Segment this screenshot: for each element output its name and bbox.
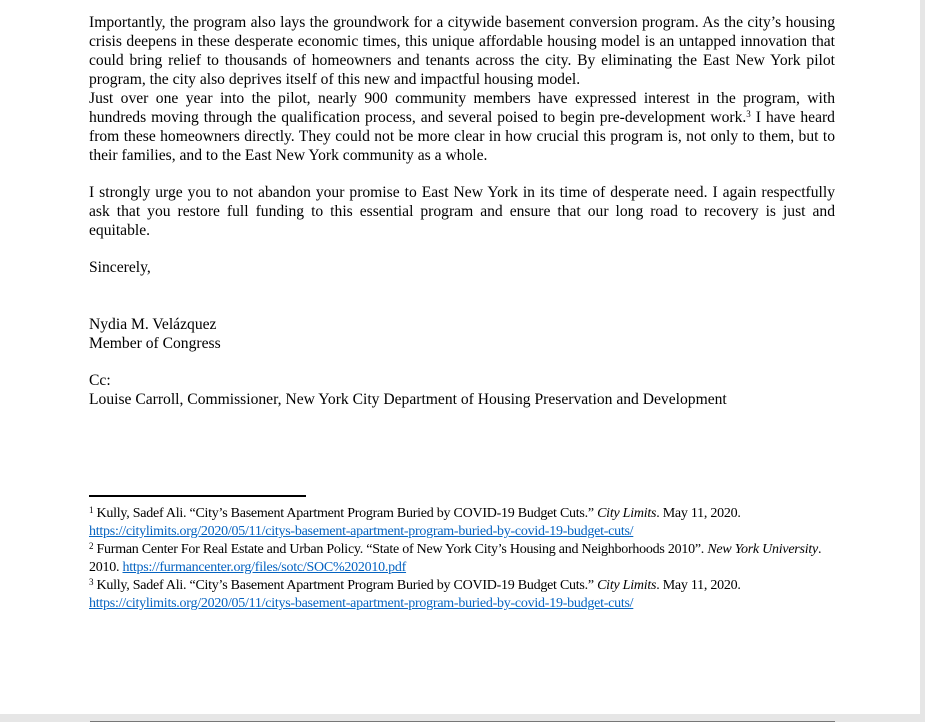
page-gutter-right — [920, 0, 925, 722]
paragraph-pilot-progress — [89, 89, 835, 165]
signer-title: Member of Congress — [89, 335, 221, 352]
footnote-link[interactable]: https://citylimits.org/2020/05/11/citys-basement-apartment-program-buried-by-covid-19-budget-cuts/ — [89, 524, 634, 539]
footnotes — [89, 505, 837, 613]
letter-body — [89, 13, 835, 409]
footnote-publication: City Limits — [597, 506, 657, 521]
footnote-number: 2 — [89, 541, 94, 551]
footnote-separator — [89, 495, 306, 497]
footnote-number: 3 — [89, 577, 94, 587]
footnote-date: . May 11, 2020. — [656, 578, 741, 593]
closing-salutation: Sincerely, — [89, 259, 151, 276]
footnote-1 — [89, 505, 837, 541]
spacer — [89, 165, 835, 183]
footnote-date: . 2010. — [89, 542, 822, 575]
paragraph-pilot-text-b: I have heard from these homeowners directly. They could not be more clear in how crucial this program is, not only to them, but to their families, and to the East New York community as a whole. — [89, 109, 835, 164]
paragraph-basement-program: Importantly, the program also lays the groundwork for a citywide basement conversion program. As the city’s housing crisis deepens in these desperate economic times, this unique affordable housing model is an untapped innovation that could bring relief to thousands of homeowners and tenants across the city. By eliminating the East New York pilot program, the city also deprives itself of this new and impactful housing model. — [89, 14, 835, 88]
spacer — [89, 240, 835, 258]
footnote-ref-3[interactable]: 3 — [746, 109, 751, 119]
footnote-link[interactable]: https://citylimits.org/2020/05/11/citys-basement-apartment-program-buried-by-covid-19-budget-cuts/ — [89, 596, 634, 611]
footnote-link[interactable]: https://furmancenter.org/files/sotc/SOC%202010.pdf — [122, 560, 407, 575]
cc-label: Cc: — [89, 372, 111, 389]
footnote-publication: New York University — [707, 542, 818, 557]
footnote-number: 1 — [89, 505, 94, 515]
paragraph-pilot-text-a: Just over one year into the pilot, nearly 900 community members have expressed interest in the program, with hundreds moving through the qualification process, and several poised to begin pre-development work. — [89, 90, 835, 126]
signature-space — [89, 277, 835, 315]
footnote-3 — [89, 577, 837, 613]
footnote-publication: City Limits — [597, 578, 657, 593]
cc-recipient: Louise Carroll, Commissioner, New York City Department of Housing Preservation and Development — [89, 391, 727, 408]
paragraph-urge-restore: I strongly urge you to not abandon your promise to East New York in its time of desperate need. I again respectfully ask that you restore full funding to this essential program and ensure that our long road to recovery is just and equitable. — [89, 184, 835, 239]
spacer — [89, 353, 835, 371]
footnote-2 — [89, 541, 837, 577]
footnote-date: . May 11, 2020. — [656, 506, 741, 521]
signer-name: Nydia M. Velázquez — [89, 316, 217, 333]
footnote-text: Kully, Sadef Ali. “City’s Basement Apartment Program Buried by COVID-19 Budget Cuts.” — [93, 578, 598, 593]
footnote-text: Kully, Sadef Ali. “City’s Basement Apartment Program Buried by COVID-19 Budget Cuts.” — [93, 506, 598, 521]
footnote-text: Furman Center For Real Estate and Urban Policy. “State of New York City’s Housing and Neighborhoods 2010”. — [93, 542, 708, 557]
